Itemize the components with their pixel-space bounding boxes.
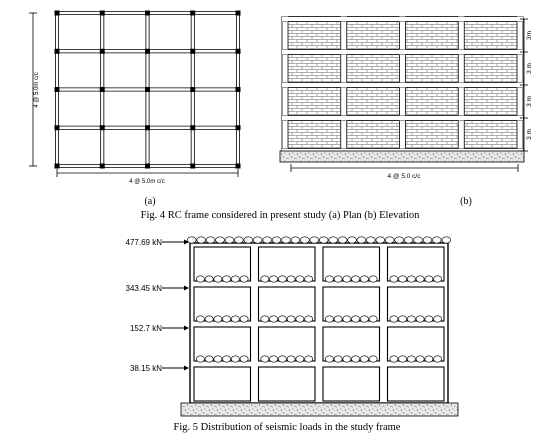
load-frame-view [126, 237, 458, 416]
floor-mass-ellipse [278, 356, 286, 362]
floor-mass-ellipse [305, 356, 313, 362]
floor-mass-ellipse [407, 356, 415, 362]
floor-mass-ellipse [231, 276, 239, 282]
floor-mass-ellipse [310, 237, 319, 243]
floor-mass-ellipse [206, 237, 215, 243]
floor-mass-ellipse [205, 316, 213, 322]
floor-mass-ellipse [416, 276, 424, 282]
figure-4-caption: Fig. 4 RC frame considered in present study (a) Plan (b) Elevation [140, 210, 420, 221]
figure-5-caption: Fig. 5 Distribution of seismic loads in the study frame [173, 422, 401, 433]
elevation-joint [458, 83, 464, 88]
floor-mass-ellipse [270, 356, 278, 362]
plan-column [236, 125, 241, 130]
floor-mass-ellipse [425, 356, 433, 362]
floor-mass-ellipse [270, 276, 278, 282]
floor-mass-ellipse [214, 276, 222, 282]
floor-mass-ellipse [348, 237, 357, 243]
floor-mass-ellipse [352, 316, 360, 322]
plan-column [236, 49, 241, 54]
floor-mass-ellipse [416, 356, 424, 362]
floor-mass-ellipse [385, 237, 394, 243]
floor-mass-ellipse [261, 356, 269, 362]
plan-column [145, 11, 150, 16]
floor-mass-ellipse [223, 276, 231, 282]
floor-mass-ellipse [231, 356, 239, 362]
floor-mass-ellipse [357, 237, 366, 243]
floor-mass-ellipse [434, 316, 442, 322]
plan-column [55, 11, 60, 16]
floor-mass-ellipse [196, 316, 204, 322]
elevation-joint [400, 17, 406, 22]
floor-mass-ellipse [196, 276, 204, 282]
plan-column [100, 87, 105, 92]
floor-mass-ellipse [334, 356, 342, 362]
floor-mass-ellipse [240, 316, 248, 322]
elevation-joint [458, 116, 464, 121]
floor-mass-ellipse [390, 316, 398, 322]
floor-mass-ellipse [287, 316, 295, 322]
plan-column [236, 164, 241, 169]
floor-mass-ellipse [390, 356, 398, 362]
floor-mass-ellipse [325, 356, 333, 362]
plan-column [145, 87, 150, 92]
floor-mass-ellipse [305, 276, 313, 282]
floor-mass-ellipse [376, 237, 385, 243]
plan-column [55, 49, 60, 54]
load-frame-outline [190, 243, 448, 403]
floor-mass-ellipse [352, 356, 360, 362]
floor-mass-ellipse [434, 356, 442, 362]
floor-mass-ellipse [319, 237, 328, 243]
floor-mass-ellipse [214, 356, 222, 362]
floor-mass-ellipse [282, 237, 291, 243]
floor-mass-ellipse [338, 237, 347, 243]
frame-bay-panel [388, 367, 445, 401]
elevation-joint [458, 50, 464, 55]
plan-column [190, 164, 195, 169]
floor-mass-ellipse [205, 356, 213, 362]
floor-mass-ellipse [296, 276, 304, 282]
floor-mass-ellipse [407, 276, 415, 282]
floor-mass-ellipse [369, 356, 377, 362]
floor-mass-ellipse [416, 316, 424, 322]
plan-grid [55, 11, 241, 169]
plan-column [100, 125, 105, 130]
plan-column [145, 49, 150, 54]
plan-column [100, 49, 105, 54]
elevation-joint [282, 17, 288, 22]
floor-mass-ellipse [399, 276, 407, 282]
plan-column [190, 125, 195, 130]
elevation-joint [341, 50, 347, 55]
floor-mass-ellipse [390, 276, 398, 282]
floor-mass-ellipse [263, 237, 272, 243]
elevation-joint [341, 17, 347, 22]
floor-mass-ellipse [404, 237, 413, 243]
floor-mass-ellipse [240, 276, 248, 282]
floor-mass-ellipse [287, 356, 295, 362]
floor-mass-ellipse [225, 237, 234, 243]
floor-mass-ellipse [325, 276, 333, 282]
elevation-joint [282, 116, 288, 121]
storey-height-label: 3 m [526, 63, 533, 74]
floor-mass-ellipse [407, 316, 415, 322]
elevation-joint [341, 83, 347, 88]
floor-mass-ellipse [261, 276, 269, 282]
elevation-joint [282, 83, 288, 88]
floor-mass-ellipse [216, 237, 225, 243]
plan-column [55, 164, 60, 169]
elevation-joint [458, 17, 464, 22]
floor-mass-ellipse [425, 316, 433, 322]
elevation-joint [341, 116, 347, 121]
plan-horizontal-dimension-label: 4 @ 5.0m c/c [129, 179, 165, 185]
frame-bay-panel [259, 367, 316, 401]
plan-column [236, 87, 241, 92]
floor-mass-ellipse [434, 276, 442, 282]
floor-mass-ellipse [432, 237, 441, 243]
load-value-label: 477.69 kN [125, 238, 162, 247]
floor-mass-ellipse [369, 316, 377, 322]
floor-mass-ellipse [205, 276, 213, 282]
floor-mass-ellipse [423, 237, 432, 243]
load-arrow-head [184, 286, 189, 291]
floor-mass-ellipse [244, 237, 253, 243]
storey-height-label: 3 m [526, 96, 533, 107]
floor-mass-ellipse [343, 356, 351, 362]
elevation-foundation [280, 151, 524, 162]
elevation-joint [282, 50, 288, 55]
floor-mass-ellipse [360, 316, 368, 322]
floor-mass-ellipse [231, 316, 239, 322]
floor-mass-ellipse [278, 276, 286, 282]
floor-mass-ellipse [261, 316, 269, 322]
panel-label-b: (b) [460, 196, 472, 207]
floor-mass-ellipse [399, 316, 407, 322]
plan-view [29, 11, 241, 208]
floor-mass-ellipse [214, 316, 222, 322]
floor-mass-ellipse [270, 316, 278, 322]
floor-mass-ellipse [296, 316, 304, 322]
floor-mass-ellipse [291, 237, 300, 243]
floor-mass-ellipse [399, 356, 407, 362]
load-frame-foundation [181, 403, 458, 416]
frame-bay-panel [194, 367, 251, 401]
floor-mass-ellipse [196, 356, 204, 362]
elevation-view [280, 17, 533, 208]
plan-column [55, 87, 60, 92]
floor-mass-ellipse [442, 237, 451, 243]
load-value-label: 38.15 kN [129, 364, 162, 373]
plan-column [190, 11, 195, 16]
floor-mass-ellipse [352, 276, 360, 282]
load-arrows [126, 238, 189, 373]
load-arrow-head [184, 326, 189, 331]
floor-mass-ellipse [329, 237, 338, 243]
floor-mass-ellipse [305, 316, 313, 322]
floor-mass-ellipse [197, 237, 206, 243]
plan-column [190, 49, 195, 54]
floor-mass-ellipse [334, 316, 342, 322]
floor-mass-ellipse [425, 276, 433, 282]
floor-mass-ellipse [253, 237, 262, 243]
floor-mass-ellipse [343, 276, 351, 282]
load-value-label: 343.45 kN [125, 284, 162, 293]
floor-mass-ellipse [278, 316, 286, 322]
floor-mass-ellipse [369, 276, 377, 282]
floor-mass-ellipse [287, 276, 295, 282]
floor-mass-ellipse [240, 356, 248, 362]
plan-column [190, 87, 195, 92]
floor-mass-ellipse [343, 316, 351, 322]
elevation-joint [400, 50, 406, 55]
floor-mass-ellipse [325, 316, 333, 322]
floor-mass-ellipse [187, 237, 196, 243]
elevation-joint [400, 83, 406, 88]
plan-vertical-dimension-label: 4 @ 5.0m c/c [34, 72, 40, 108]
plan-column [100, 164, 105, 169]
floor-mass-ellipse [223, 316, 231, 322]
floor-mass-ellipse [296, 356, 304, 362]
floor-mass-ellipse [272, 237, 281, 243]
plan-column [55, 125, 60, 130]
elevation-horizontal-dimension-label: 4 @ 5.0 c/c [387, 173, 421, 180]
panel-label-a: (a) [144, 196, 156, 207]
elevation-joint [400, 116, 406, 121]
floor-mass-ellipse [360, 356, 368, 362]
load-frame [187, 237, 450, 403]
floor-mass-ellipse [360, 276, 368, 282]
plan-column [100, 11, 105, 16]
floor-mass-ellipse [334, 276, 342, 282]
frame-bay-panel [323, 367, 380, 401]
plan-column [236, 11, 241, 16]
storey-height-label: 3 m [526, 129, 533, 140]
plan-column [145, 125, 150, 130]
load-arrow-head [184, 366, 189, 371]
floor-mass-ellipse [414, 237, 423, 243]
floor-mass-ellipse [234, 237, 243, 243]
floor-mass-ellipse [223, 356, 231, 362]
floor-mass-ellipse [300, 237, 309, 243]
load-value-label: 152.7 kN [129, 324, 162, 333]
floor-mass-ellipse [366, 237, 375, 243]
floor-mass-ellipse [395, 237, 404, 243]
plan-column [145, 164, 150, 169]
storey-height-label: 3m [526, 30, 533, 41]
